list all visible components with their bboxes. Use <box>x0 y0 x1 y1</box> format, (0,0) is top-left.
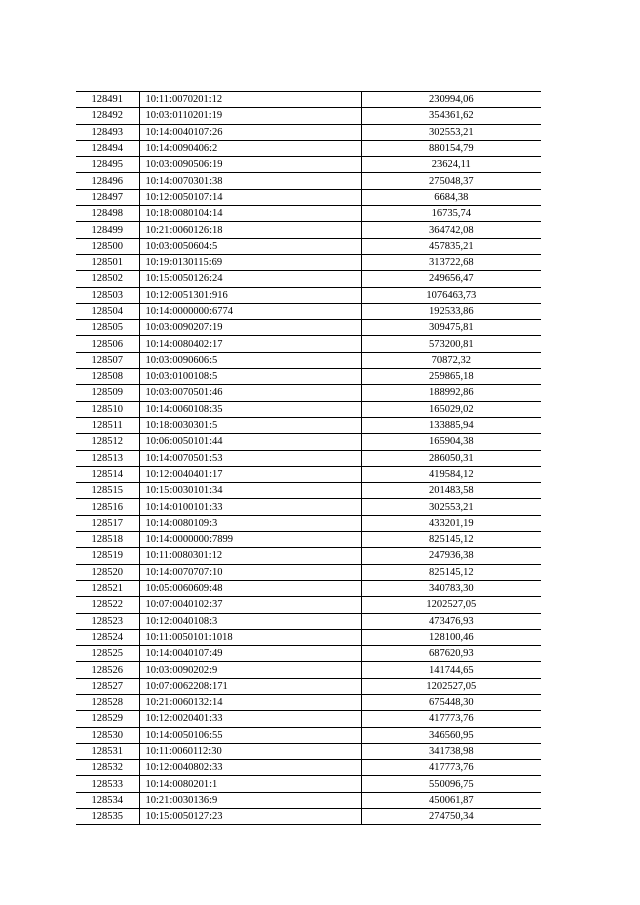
table-row <box>76 271 541 287</box>
table-row <box>76 727 541 743</box>
value-cell: 247936,38 <box>361 548 541 564</box>
value-cell: 192533,86 <box>361 303 541 319</box>
table-row <box>76 254 541 270</box>
cadastral-number-cell: 10:19:0130115:69 <box>139 254 361 270</box>
table-row <box>76 336 541 352</box>
value-cell: 433201,19 <box>361 515 541 531</box>
table-row <box>76 809 541 825</box>
row-number-cell: 128521 <box>76 580 139 596</box>
value-cell: 141744,65 <box>361 662 541 678</box>
cadastral-number-cell: 10:14:0000000:7899 <box>139 532 361 548</box>
table-row <box>76 434 541 450</box>
table-row <box>76 483 541 499</box>
cadastral-number-cell: 10:21:0030136:9 <box>139 792 361 808</box>
cadastral-number-cell: 10:03:0090207:19 <box>139 320 361 336</box>
row-number-cell: 128504 <box>76 303 139 319</box>
row-number-cell: 128534 <box>76 792 139 808</box>
table-row <box>76 613 541 629</box>
row-number-cell: 128493 <box>76 124 139 140</box>
table-row <box>76 287 541 303</box>
cadastral-number-cell: 10:14:0080109:3 <box>139 515 361 531</box>
table-row <box>76 564 541 580</box>
row-number-cell: 128524 <box>76 629 139 645</box>
row-number-cell: 128516 <box>76 499 139 515</box>
row-number-cell: 128499 <box>76 222 139 238</box>
value-cell: 1202527,05 <box>361 678 541 694</box>
cadastral-number-cell: 10:03:0100108:5 <box>139 369 361 385</box>
table-row <box>76 92 541 108</box>
table-row <box>76 646 541 662</box>
cadastral-number-cell: 10:14:0070301:38 <box>139 173 361 189</box>
row-number-cell: 128525 <box>76 646 139 662</box>
row-number-cell: 128532 <box>76 760 139 776</box>
row-number-cell: 128517 <box>76 515 139 531</box>
table-row <box>76 597 541 613</box>
value-cell: 417773,76 <box>361 760 541 776</box>
cadastral-number-cell: 10:11:0080301:12 <box>139 548 361 564</box>
value-cell: 450061,87 <box>361 792 541 808</box>
row-number-cell: 128512 <box>76 434 139 450</box>
row-number-cell: 128495 <box>76 157 139 173</box>
cadastral-number-cell: 10:18:0030301:5 <box>139 417 361 433</box>
value-cell: 23624,11 <box>361 157 541 173</box>
value-cell: 825145,12 <box>361 532 541 548</box>
table-row <box>76 303 541 319</box>
value-cell: 286050,31 <box>361 450 541 466</box>
value-cell: 249656,47 <box>361 271 541 287</box>
row-number-cell: 128520 <box>76 564 139 580</box>
value-cell: 165029,02 <box>361 401 541 417</box>
table-row <box>76 206 541 222</box>
value-cell: 354361,62 <box>361 108 541 124</box>
table-body <box>76 92 541 825</box>
value-cell: 457835,21 <box>361 238 541 254</box>
row-number-cell: 128491 <box>76 92 139 108</box>
cadastral-number-cell: 10:15:0050126:24 <box>139 271 361 287</box>
table-row <box>76 466 541 482</box>
value-cell: 128100,46 <box>361 629 541 645</box>
row-number-cell: 128526 <box>76 662 139 678</box>
value-cell: 550096,75 <box>361 776 541 792</box>
value-cell: 473476,93 <box>361 613 541 629</box>
cadastral-number-cell: 10:03:0090506:19 <box>139 157 361 173</box>
table-row <box>76 743 541 759</box>
value-cell: 6684,38 <box>361 189 541 205</box>
table-row <box>76 678 541 694</box>
row-number-cell: 128509 <box>76 385 139 401</box>
cadastral-number-cell: 10:14:0040107:26 <box>139 124 361 140</box>
value-cell: 419584,12 <box>361 466 541 482</box>
value-cell: 302553,21 <box>361 499 541 515</box>
row-number-cell: 128505 <box>76 320 139 336</box>
value-cell: 675448,30 <box>361 694 541 710</box>
value-cell: 364742,08 <box>361 222 541 238</box>
table-row <box>76 548 541 564</box>
value-cell: 341738,98 <box>361 743 541 759</box>
table-row <box>76 222 541 238</box>
row-number-cell: 128530 <box>76 727 139 743</box>
cadastral-number-cell: 10:14:0070501:53 <box>139 450 361 466</box>
table-row <box>76 711 541 727</box>
row-number-cell: 128496 <box>76 173 139 189</box>
cadastral-number-cell: 10:03:0090202:9 <box>139 662 361 678</box>
table-row <box>76 694 541 710</box>
table-row <box>76 532 541 548</box>
cadastral-number-cell: 10:21:0060126:18 <box>139 222 361 238</box>
cadastral-number-cell: 10:03:0090606:5 <box>139 352 361 368</box>
cadastral-number-cell: 10:11:0070201:12 <box>139 92 361 108</box>
row-number-cell: 128501 <box>76 254 139 270</box>
row-number-cell: 128518 <box>76 532 139 548</box>
cadastral-number-cell: 10:14:0070707:10 <box>139 564 361 580</box>
cadastral-number-cell: 10:07:0040102:37 <box>139 597 361 613</box>
table-row <box>76 515 541 531</box>
cadastral-number-cell: 10:05:0060609:48 <box>139 580 361 596</box>
row-number-cell: 128498 <box>76 206 139 222</box>
value-cell: 1202527,05 <box>361 597 541 613</box>
row-number-cell: 128522 <box>76 597 139 613</box>
value-cell: 1076463,73 <box>361 287 541 303</box>
row-number-cell: 128500 <box>76 238 139 254</box>
table-row <box>76 385 541 401</box>
value-cell: 825145,12 <box>361 564 541 580</box>
cadastral-number-cell: 10:15:0050127:23 <box>139 809 361 825</box>
row-number-cell: 128506 <box>76 336 139 352</box>
cadastral-number-cell: 10:14:0040107:49 <box>139 646 361 662</box>
cadastral-number-cell: 10:14:0080201:1 <box>139 776 361 792</box>
row-number-cell: 128497 <box>76 189 139 205</box>
row-number-cell: 128528 <box>76 694 139 710</box>
value-cell: 340783,30 <box>361 580 541 596</box>
row-number-cell: 128494 <box>76 140 139 156</box>
value-cell: 346560,95 <box>361 727 541 743</box>
row-number-cell: 128507 <box>76 352 139 368</box>
value-cell: 165904,38 <box>361 434 541 450</box>
table-row <box>76 173 541 189</box>
value-cell: 880154,79 <box>361 140 541 156</box>
value-cell: 274750,34 <box>361 809 541 825</box>
value-cell: 230994,06 <box>361 92 541 108</box>
cadastral-number-cell: 10:14:0000000:6774 <box>139 303 361 319</box>
table-row <box>76 760 541 776</box>
value-cell: 16735,74 <box>361 206 541 222</box>
cadastral-number-cell: 10:12:0050107:14 <box>139 189 361 205</box>
table-row <box>76 662 541 678</box>
cadastral-number-cell: 10:12:0040108:3 <box>139 613 361 629</box>
table-row <box>76 189 541 205</box>
value-cell: 687620,93 <box>361 646 541 662</box>
value-cell: 302553,21 <box>361 124 541 140</box>
cadastral-number-cell: 10:21:0060132:14 <box>139 694 361 710</box>
row-number-cell: 128523 <box>76 613 139 629</box>
cadastral-number-cell: 10:03:0050604:5 <box>139 238 361 254</box>
table-row <box>76 450 541 466</box>
row-number-cell: 128531 <box>76 743 139 759</box>
cadastral-number-cell: 10:12:0040401:17 <box>139 466 361 482</box>
table-row <box>76 629 541 645</box>
value-cell: 573200,81 <box>361 336 541 352</box>
row-number-cell: 128527 <box>76 678 139 694</box>
table-row <box>76 108 541 124</box>
value-cell: 188992,86 <box>361 385 541 401</box>
value-cell: 309475,81 <box>361 320 541 336</box>
row-number-cell: 128502 <box>76 271 139 287</box>
cadastral-value-table <box>76 91 541 825</box>
cadastral-number-cell: 10:03:0110201:19 <box>139 108 361 124</box>
table-row <box>76 352 541 368</box>
row-number-cell: 128533 <box>76 776 139 792</box>
row-number-cell: 128503 <box>76 287 139 303</box>
cadastral-number-cell: 10:14:0090406:2 <box>139 140 361 156</box>
table-row <box>76 417 541 433</box>
value-cell: 417773,76 <box>361 711 541 727</box>
row-number-cell: 128529 <box>76 711 139 727</box>
cadastral-number-cell: 10:15:0030101:34 <box>139 483 361 499</box>
cadastral-number-cell: 10:12:0040802:33 <box>139 760 361 776</box>
row-number-cell: 128510 <box>76 401 139 417</box>
cadastral-number-cell: 10:06:0050101:44 <box>139 434 361 450</box>
cadastral-number-cell: 10:14:0100101:33 <box>139 499 361 515</box>
cadastral-number-cell: 10:11:0060112:30 <box>139 743 361 759</box>
row-number-cell: 128535 <box>76 809 139 825</box>
cadastral-number-cell: 10:18:0080104:14 <box>139 206 361 222</box>
cadastral-number-cell: 10:14:0060108:35 <box>139 401 361 417</box>
row-number-cell: 128511 <box>76 417 139 433</box>
row-number-cell: 128513 <box>76 450 139 466</box>
row-number-cell: 128519 <box>76 548 139 564</box>
table-row <box>76 401 541 417</box>
cadastral-number-cell: 10:12:0020401:33 <box>139 711 361 727</box>
table-row <box>76 580 541 596</box>
table-row <box>76 776 541 792</box>
table-row <box>76 157 541 173</box>
cadastral-number-cell: 10:14:0050106:55 <box>139 727 361 743</box>
row-number-cell: 128515 <box>76 483 139 499</box>
row-number-cell: 128508 <box>76 369 139 385</box>
cadastral-number-cell: 10:14:0080402:17 <box>139 336 361 352</box>
value-cell: 133885,94 <box>361 417 541 433</box>
value-cell: 70872,32 <box>361 352 541 368</box>
cadastral-number-cell: 10:12:0051301:916 <box>139 287 361 303</box>
table-row <box>76 124 541 140</box>
value-cell: 259865,18 <box>361 369 541 385</box>
cadastral-number-cell: 10:07:0062208:171 <box>139 678 361 694</box>
value-cell: 201483,58 <box>361 483 541 499</box>
table-row <box>76 238 541 254</box>
row-number-cell: 128492 <box>76 108 139 124</box>
table-row <box>76 140 541 156</box>
row-number-cell: 128514 <box>76 466 139 482</box>
value-cell: 313722,68 <box>361 254 541 270</box>
table-row <box>76 792 541 808</box>
cadastral-number-cell: 10:11:0050101:1018 <box>139 629 361 645</box>
value-cell: 275048,37 <box>361 173 541 189</box>
table-row <box>76 320 541 336</box>
cadastral-number-cell: 10:03:0070501:46 <box>139 385 361 401</box>
table-row <box>76 499 541 515</box>
table-row <box>76 369 541 385</box>
